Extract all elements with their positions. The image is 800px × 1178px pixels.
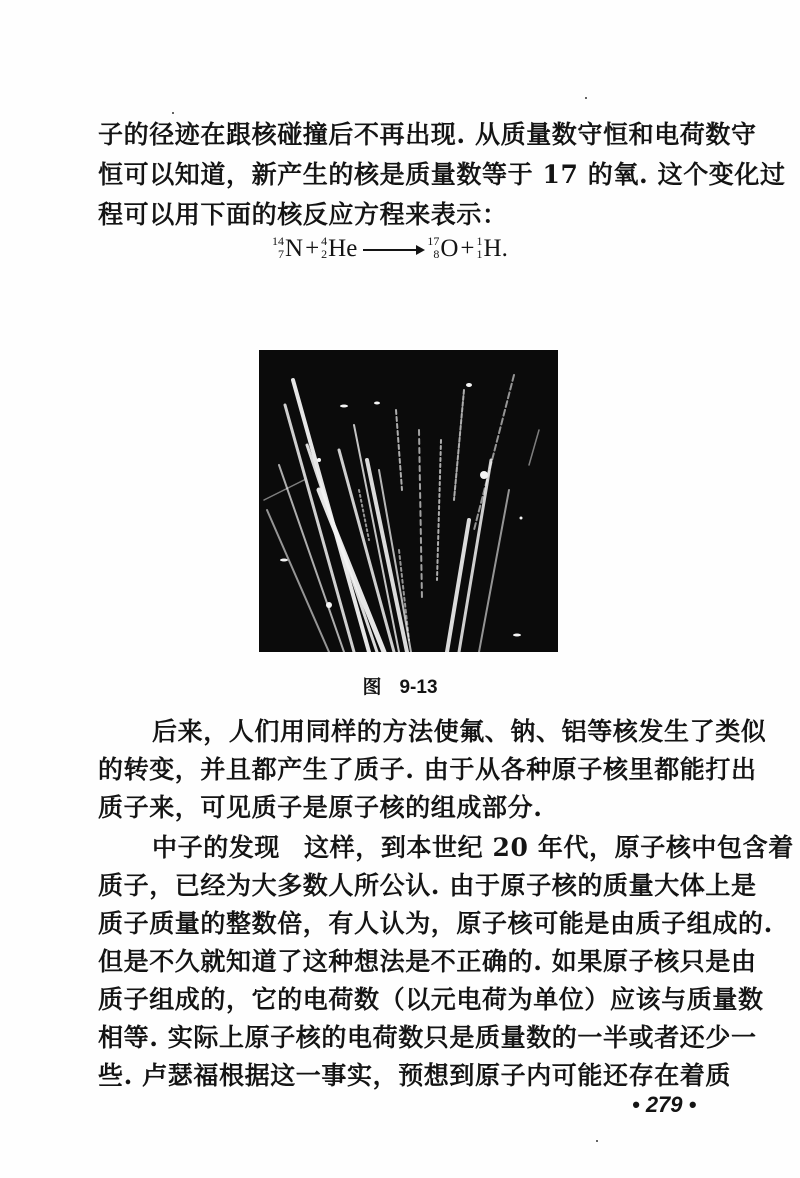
text-line: 质子组成的，它的电荷数（以元电荷为单位）应该与质量数 (98, 985, 764, 1014)
isotope-notation (272, 234, 284, 260)
atomic-number: 1 (476, 247, 483, 261)
scan-speck (172, 112, 174, 114)
mass-number: 17 (427, 234, 440, 248)
text-line: 子的径迹在跟核碰撞后不再出现. 从质量数守恒和电荷数守 (98, 120, 757, 149)
mass-number: 4 (321, 234, 328, 248)
nuclear-reaction-equation (272, 234, 508, 264)
particle-tracks-image (259, 350, 558, 652)
plus-sign: + (305, 235, 320, 262)
text-run: 这样，到本世纪 20 年代，原子核中包含着 (304, 833, 794, 862)
figure-number: 9-13 (399, 677, 438, 698)
isotope-notation (321, 234, 327, 260)
text-line: 质子，已经为大多数人所公认. 由于原子核的质量大体上是 (98, 871, 757, 900)
element-symbol: H (483, 235, 502, 262)
figure-label: 图 (362, 677, 382, 698)
plus-sign: + (460, 235, 475, 262)
mass-number: 14 (272, 234, 284, 248)
reaction-arrow-icon (363, 249, 423, 251)
atomic-number: 2 (321, 247, 328, 261)
isotope-notation (477, 234, 483, 260)
atomic-number: 8 (433, 247, 440, 261)
isotope-notation (427, 234, 439, 260)
text-line: 质子质量的整数倍，有人认为，原子核可能是由质子组成的. (98, 909, 773, 938)
mass-number: 1 (476, 234, 483, 248)
element-symbol: N (285, 235, 304, 262)
element-symbol: O (440, 235, 459, 262)
figure-caption (0, 676, 800, 700)
text-line: 些. 卢瑟福根据这一事实，预想到原子内可能还存在着质 (98, 1061, 732, 1090)
text-line: 恒可以知道，新产生的核是质量数等于 17 的氧. 这个变化过 (98, 160, 786, 189)
text-line: 程可以用下面的核反应方程来表示： (98, 200, 508, 229)
scan-speck (585, 97, 587, 99)
text-line: 后来，人们用同样的方法使氟、钠、铝等核发生了类似 (152, 717, 767, 746)
element-symbol: He (328, 235, 358, 262)
section-heading: 中子的发现 (152, 833, 281, 862)
text-line: 质子来，可见质子是原子核的组成部分. (98, 793, 543, 822)
equation-terminator: . (501, 235, 508, 262)
text-line: 相等. 实际上原子核的电荷数只是质量数的一半或者还少一 (98, 1023, 757, 1052)
scan-speck (596, 1140, 598, 1142)
cloud-chamber-photo (259, 350, 558, 652)
text-line: 但是不久就知道了这种想法是不正确的. 如果原子核只是由 (98, 947, 757, 976)
text-line: 的转变，并且都产生了质子. 由于从各种原子核里都能打出 (98, 755, 757, 784)
atomic-number: 7 (278, 247, 284, 261)
section-first-line (152, 833, 794, 863)
page-number: • 279 • (632, 1092, 697, 1117)
